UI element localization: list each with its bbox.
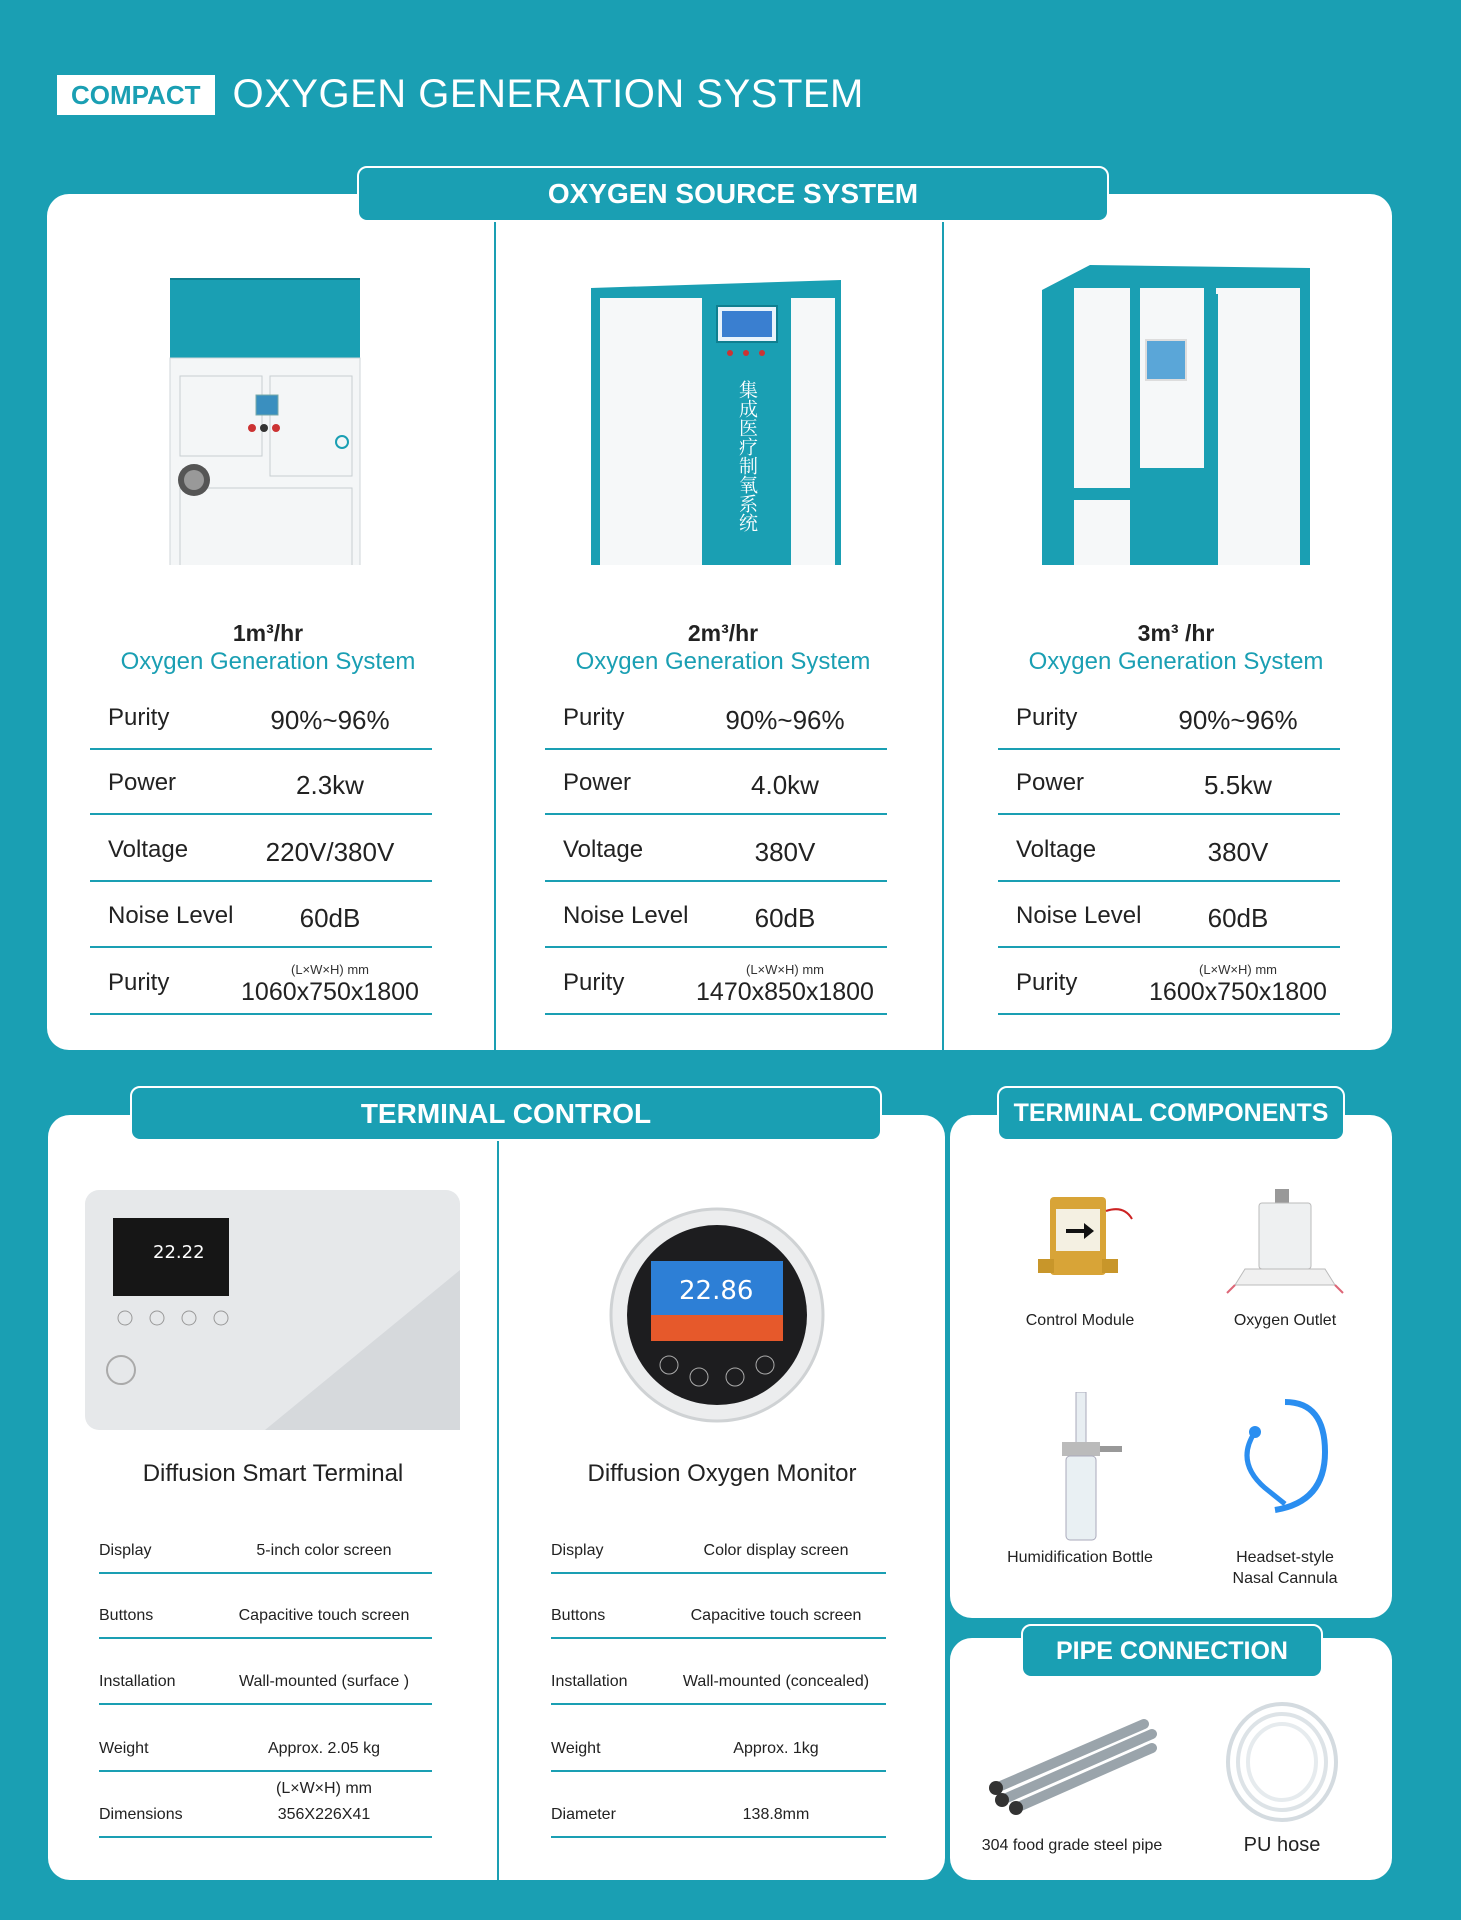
spec-row-noise	[90, 883, 432, 948]
tspec-value: 5-inch color screen	[256, 1542, 392, 1559]
spec-label: Voltage	[563, 836, 644, 863]
component-label: Humidification Bottle	[1007, 1549, 1153, 1566]
spec-unit: (L×W×H) mm	[746, 962, 824, 977]
spec-label: Noise Level	[1016, 902, 1142, 929]
component-nasal-cannula	[1185, 1392, 1385, 1589]
column-divider	[497, 1141, 499, 1880]
spec-row-dimensions	[545, 950, 887, 1015]
tspec-row-display	[99, 1512, 432, 1574]
tspec-unit: (L×W×H) mm	[276, 1780, 372, 1797]
spec-label: Purity	[563, 969, 625, 996]
spec-value: 90%~96%	[270, 705, 390, 735]
tspec-row-diameter	[551, 1776, 886, 1838]
spec-unit: (L×W×H) mm	[291, 962, 369, 977]
tspec-row-buttons	[99, 1577, 432, 1639]
control-module-icon	[1020, 1185, 1140, 1305]
terminal-components-banner: TERMINAL COMPONENTS	[997, 1086, 1345, 1141]
oxygen-outlet-icon	[1225, 1185, 1345, 1305]
spec-value: 1470x850x1800	[696, 978, 874, 1006]
pu-hose-icon	[1212, 1700, 1352, 1830]
page-title: OXYGEN GENERATION SYSTEM	[232, 72, 864, 116]
model-2m-column	[497, 220, 949, 1006]
tspec-row-installation	[551, 1643, 886, 1705]
tspec-label: Weight	[99, 1740, 149, 1757]
component-oxygen-outlet	[1185, 1185, 1385, 1331]
spec-value: 60dB	[299, 903, 361, 933]
component-label: Headset-style	[1236, 1549, 1334, 1566]
spec-value: 220V/380V	[265, 837, 395, 867]
page-header	[57, 72, 864, 117]
spec-label: Voltage	[1016, 836, 1097, 863]
spec-label: Noise Level	[108, 902, 234, 929]
tspec-value: Color display screen	[703, 1542, 849, 1559]
nasal-cannula-icon	[1225, 1392, 1345, 1542]
component-label: Oxygen Outlet	[1233, 1312, 1337, 1329]
model-rate: 3m³ /hr	[1137, 620, 1215, 646]
spec-row-noise	[545, 883, 887, 948]
spec-row-purity	[90, 685, 432, 750]
tspec-value: Capacitive touch screen	[238, 1607, 410, 1624]
spec-label: Purity	[108, 704, 170, 731]
spec-label: Power	[563, 769, 632, 796]
tspec-value: Wall-mounted (surface )	[238, 1673, 410, 1690]
machine-3m-icon	[950, 220, 1402, 565]
device-name: Diffusion Smart Terminal	[142, 1460, 404, 1487]
spec-row-voltage	[998, 817, 1340, 882]
device-name: Diffusion Oxygen Monitor	[587, 1460, 857, 1487]
spec-row-dimensions	[998, 950, 1340, 1015]
spec-label: Voltage	[108, 836, 189, 863]
oxygen-monitor-icon	[607, 1205, 827, 1425]
steel-pipe-icon	[982, 1700, 1162, 1830]
spec-label: Power	[108, 769, 177, 796]
spec-row-power	[998, 750, 1340, 815]
tspec-row-display	[551, 1512, 886, 1574]
spec-label: Purity	[1016, 704, 1078, 731]
tspec-label: Diameter	[551, 1806, 616, 1823]
machine-1m-icon	[42, 220, 494, 565]
component-label-line2: Nasal Cannula	[1232, 1570, 1338, 1587]
tspec-row-buttons	[551, 1577, 886, 1639]
tspec-label: Display	[99, 1542, 152, 1559]
spec-row-purity	[545, 685, 887, 750]
spec-unit: (L×W×H) mm	[1199, 962, 1277, 977]
model-name: Oxygen Generation System	[120, 648, 416, 675]
spec-label: Purity	[1016, 969, 1078, 996]
spec-value: 60dB	[1207, 903, 1269, 933]
model-1m-column	[42, 220, 494, 1006]
spec-row-dimensions	[90, 950, 432, 1015]
pipe-connection-banner: PIPE CONNECTION	[1021, 1624, 1323, 1678]
spec-label: Purity	[108, 969, 170, 996]
model-rate: 2m³/hr	[687, 620, 759, 646]
pipe-steel	[972, 1700, 1172, 1856]
tspec-value: 138.8mm	[742, 1806, 810, 1823]
tspec-label: Display	[551, 1542, 604, 1559]
component-control-module	[980, 1185, 1180, 1331]
model-name: Oxygen Generation System	[1028, 648, 1324, 675]
spec-value: 4.0kw	[751, 770, 819, 800]
tspec-value: Approx. 1kg	[733, 1740, 819, 1757]
spec-row-noise	[998, 883, 1340, 948]
spec-value: 380V	[754, 837, 816, 867]
spec-value: 1600x750x1800	[1149, 978, 1327, 1006]
humidifier-bottle-icon	[1020, 1392, 1140, 1542]
spec-label: Purity	[563, 704, 625, 731]
spec-value: 380V	[1207, 837, 1269, 867]
model-rate: 1m³/hr	[232, 620, 304, 646]
component-humidification-bottle	[980, 1392, 1180, 1568]
spec-row-voltage	[90, 817, 432, 882]
oxygen-source-banner: OXYGEN SOURCE SYSTEM	[357, 166, 1109, 222]
tspec-label: Weight	[551, 1740, 601, 1757]
machine-label: 集成医疗制氧系统	[736, 380, 758, 532]
component-label: Control Module	[1025, 1312, 1135, 1329]
spec-row-purity	[998, 685, 1340, 750]
spec-value: 5.5kw	[1204, 770, 1272, 800]
tspec-value: Approx. 2.05 kg	[267, 1740, 381, 1757]
model-name: Oxygen Generation System	[575, 648, 871, 675]
pipe-label: 304 food grade steel pipe	[981, 1837, 1163, 1854]
monitor-screen-value: 22.86	[679, 1276, 754, 1306]
spec-row-power	[90, 750, 432, 815]
tspec-value: Capacitive touch screen	[690, 1607, 862, 1624]
spec-row-voltage	[545, 817, 887, 882]
tspec-row-weight	[551, 1710, 886, 1772]
spec-value: 1060x750x1800	[241, 978, 419, 1006]
spec-label: Noise Level	[563, 902, 689, 929]
tspec-row-dimensions	[99, 1776, 432, 1838]
tspec-row-installation	[99, 1643, 432, 1705]
smart-terminal-icon	[85, 1190, 460, 1430]
tspec-label: Buttons	[99, 1607, 154, 1624]
pipe-pu-hose	[1182, 1700, 1382, 1856]
tspec-row-weight	[99, 1710, 432, 1772]
spec-row-power	[545, 750, 887, 815]
machine-2m-icon	[497, 220, 949, 565]
tspec-value: 356X226X41	[277, 1806, 371, 1823]
spec-value: 90%~96%	[725, 705, 845, 735]
column-divider	[494, 222, 496, 1050]
spec-value: 2.3kw	[296, 770, 364, 800]
spec-value: 90%~96%	[1178, 705, 1298, 735]
spec-label: Power	[1016, 769, 1085, 796]
pipe-label: PU hose	[1243, 1834, 1321, 1856]
spec-value: 60dB	[754, 903, 816, 933]
terminal-screen-value: 22.22	[153, 1242, 205, 1263]
tspec-label: Installation	[551, 1673, 628, 1690]
tspec-label: Buttons	[551, 1607, 606, 1624]
tspec-value: Wall-mounted (concealed)	[682, 1673, 870, 1690]
compact-tag: COMPACT	[57, 75, 215, 115]
tspec-label: Installation	[99, 1673, 176, 1690]
terminal-control-banner: TERMINAL CONTROL	[130, 1086, 882, 1141]
tspec-label: Dimensions	[99, 1806, 183, 1823]
model-3m-column	[950, 220, 1402, 1006]
